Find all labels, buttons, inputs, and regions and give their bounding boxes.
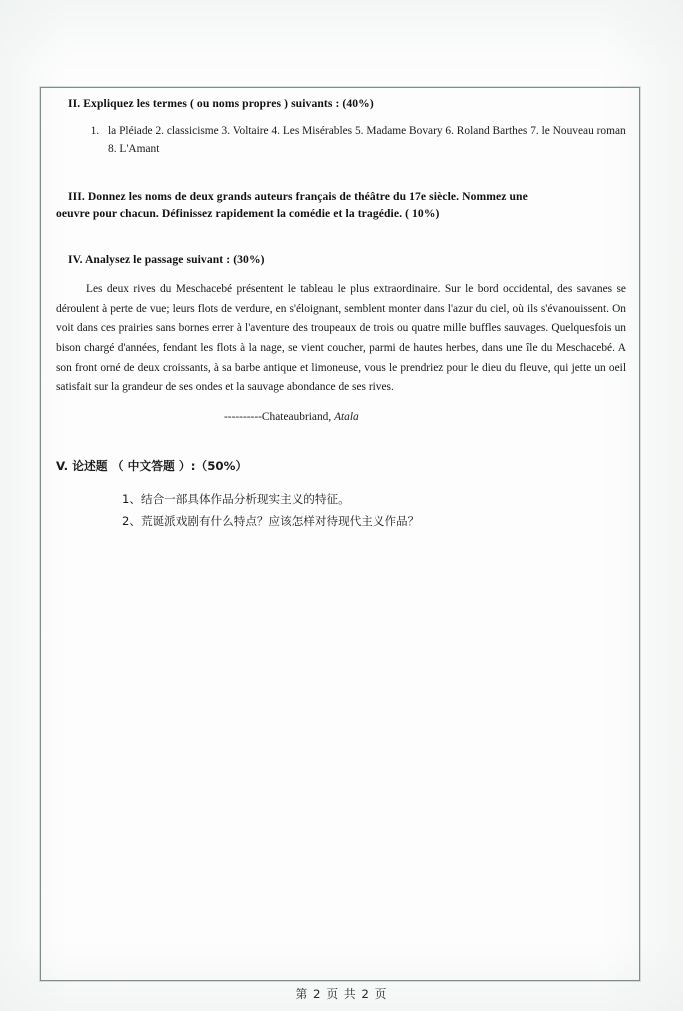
section-2-term-list — [56, 122, 626, 159]
section-4-passage: Les deux rives du Meschacebé présentent le tableau le plus extraordinaire. Sur le bord occidental, des savanes se déroulent à perte de vue; leurs flots de verdure, en s'éloignant, semblent monter dans l'azur du ciel, où ils s'évanouissent. On voit dans ces prairies sans bornes errer à l'aventure des troupeaux de trois ou quatre mille buffles sauvages. Quelquesfois un bison chargé d'années, fendant les flots à la nage, se vient coucher, parmi de hautes herbes, dans une île du Meschacebé. A son front orné de deux croissants, à sa barbe antique et limoneuse, vous le prendriez pour le dieu du fleuve, qui jette un oeil satisfait sur la grandeur de ses ondes et la sauvage abondance de ses rives. — [56, 283, 626, 394]
section-4-heading: IV. Analysez le passage suivant : (30%) — [68, 253, 265, 267]
list-item: 1. la Pléiade 2. classicisme 3. Voltaire 4. Les Misérables 5. Madame Bovary 6. Roland Barthes 7. le Nouveau roman 8. L'Amant — [102, 122, 626, 159]
page-number-label: 第 2 页 共 2 页 — [295, 987, 388, 1001]
page-footer — [0, 985, 683, 1002]
section-3-heading-line-2: oeuvre pour chacun. Définissez rapidement la comédie et la tragédie. ( 10%) — [56, 206, 440, 220]
section-3-heading-line-1: III. Donnez les noms de deux grands auteurs français de théâtre du 17e siècle. Nommez une — [68, 189, 528, 203]
list-item: 2、荒诞派戏剧有什么特点？应该怎样对待现代主义作品？ — [122, 514, 420, 529]
section-expliquez-les-termes — [56, 96, 626, 159]
section-5-heading: V. 论述题 （ 中文答题 ）:（50%） — [56, 458, 248, 473]
list-item: 1、结合一部具体作品分析现实主义的特征。 — [122, 491, 350, 506]
section-analysez-le-passage — [56, 252, 626, 422]
section-5-question-list — [56, 488, 626, 533]
attribution-work-title: Atala — [334, 410, 359, 423]
spacer — [56, 427, 626, 457]
section-2-heading: II. Expliquez les termes ( ou noms propres ) suivants : (40%) — [68, 97, 374, 110]
spacer — [56, 163, 626, 189]
attribution-dashes: ----------Chateaubriand, — [224, 410, 332, 423]
section-auteurs-de-theatre — [56, 189, 626, 223]
passage-attribution — [56, 411, 626, 423]
spacer — [56, 226, 626, 252]
document-body — [56, 96, 626, 537]
section-essay-questions — [56, 457, 626, 533]
